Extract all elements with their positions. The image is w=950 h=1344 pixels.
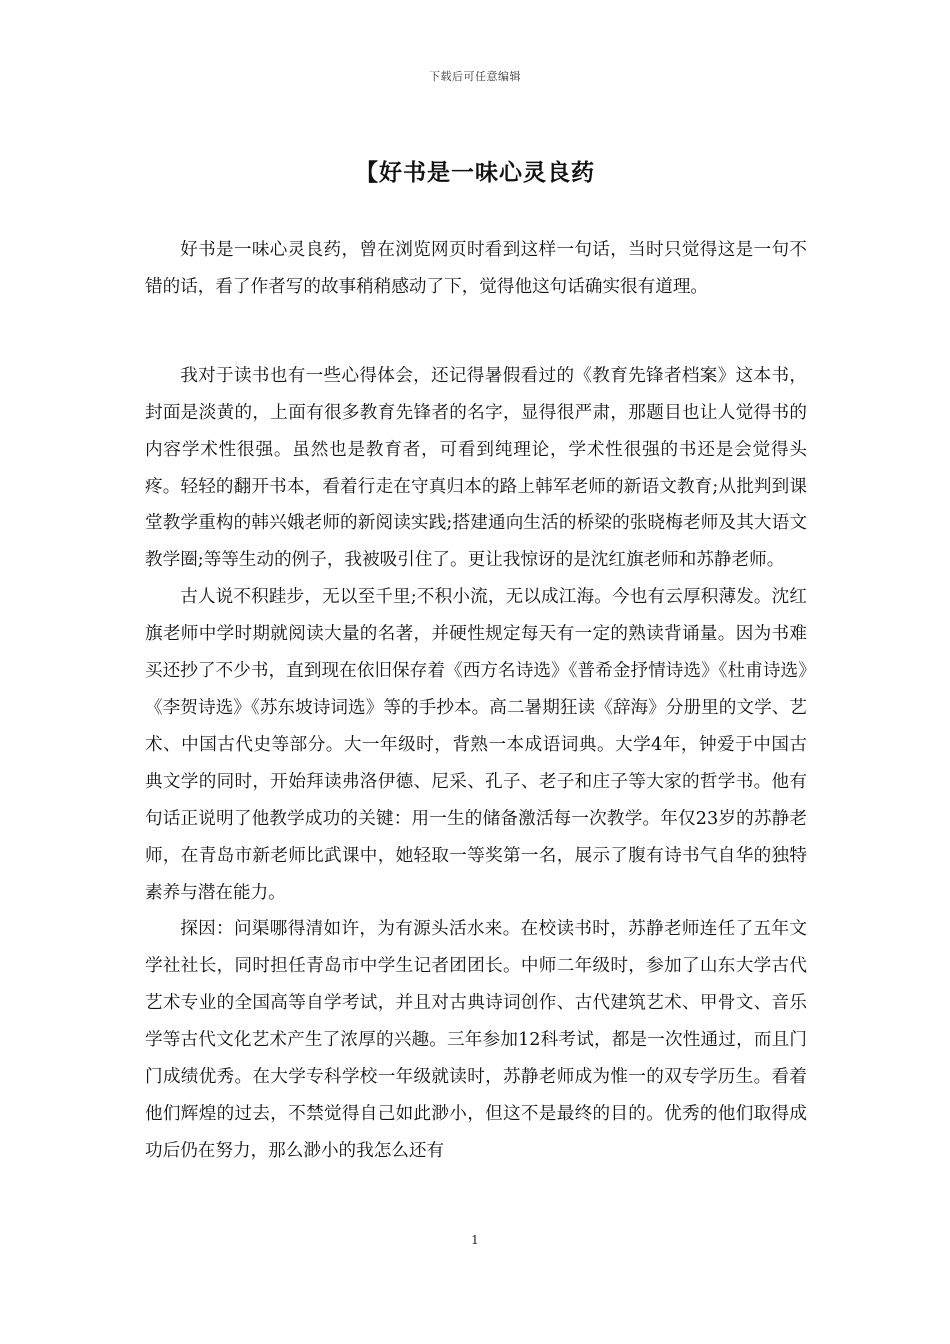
paragraph-4: 探因：问渠哪得清如许，为有源头活水来。在校读书时，苏静老师连任了五年文学社社长，同时担任青岛市中学生记者团团长。中师二年级时，参加了山东大学古代艺术专业的全国高等自学考试，并且对古典诗词创作、古代建筑艺术、甲骨文、音乐学等古代文化艺术产生了浓厚的兴趣。三年参加12科考试，都是一次性通过，而且门门成绩优秀。在大学专科学校一年级就读时，苏静老师成为惟一的双专学历生。看着他们辉煌的过去，不禁觉得自己如此渺小，但这不是最终的目的。优秀的他们取得成功后仍在努力，那么渺小的我怎么还有 [145,919,807,1161]
paragraph-gap [145,306,807,358]
paragraph-3: 古人说不积跬步，无以至千里;不积小流，无以成江海。今也有云厚积薄发。沈红旗老师中学时期就阅读大量的名著，并硬性规定每天有一定的熟读背诵量。因为书难买还抄了不少书，直到现在依旧保存着《西方名诗选》《普希金抒情诗选》《杜甫诗选》《李贺诗选》《苏东坡诗词选》等的手抄本。高二暑期狂读《辞海》分册里的文学、艺术、中国古代史等部分。大一年级时，背熟一本成语词典。大学4年，钟爱于中国古典文学的同时，开始拜读弗洛伊德、尼采、孔子、老子和庄子等大家的哲学书。他有句话正说明了他教学成功的关键：用一生的储备激活每一次教学。年仅23岁的苏静老师，在青岛市新老师比武课中，她轻取一等奖第一名，展示了腹有诗书气自华的独特素养与潜在能力。 [145,587,807,903]
document-body [145,232,807,1170]
page-number: 1 [471,1233,479,1247]
paragraph-2: 我对于读书也有一些心得体会，还记得暑假看过的《教育先锋者档案》这本书，封面是淡黄的，上面有很多教育先锋者的名字，显得很严肃，那题目也让人觉得书的内容学术性很强。虽然也是教育者，可看到纯理论，学术性很强的书还是会觉得头疼。轻轻的翻开书本，看着行走在守真归本的路上韩军老师的新语文教育;从批判到课堂教学重构的韩兴娥老师的新阅读实践;搭建通向生活的桥梁的张晓梅老师及其大语文教学圈;等等生动的例子，我被吸引住了。更让我惊讶的是沈红旗老师和苏静老师。 [145,365,807,571]
header-note: 下载后可任意编辑 [429,70,521,83]
paragraph-1: 好书是一味心灵良药，曾在浏览网页时看到这样一句话，当时只觉得这是一句不错的话，看了作者写的故事稍稍感动了下，觉得他这句话确实很有道理。 [145,240,807,297]
document-title: 【好书是一味心灵良药 [355,160,595,186]
